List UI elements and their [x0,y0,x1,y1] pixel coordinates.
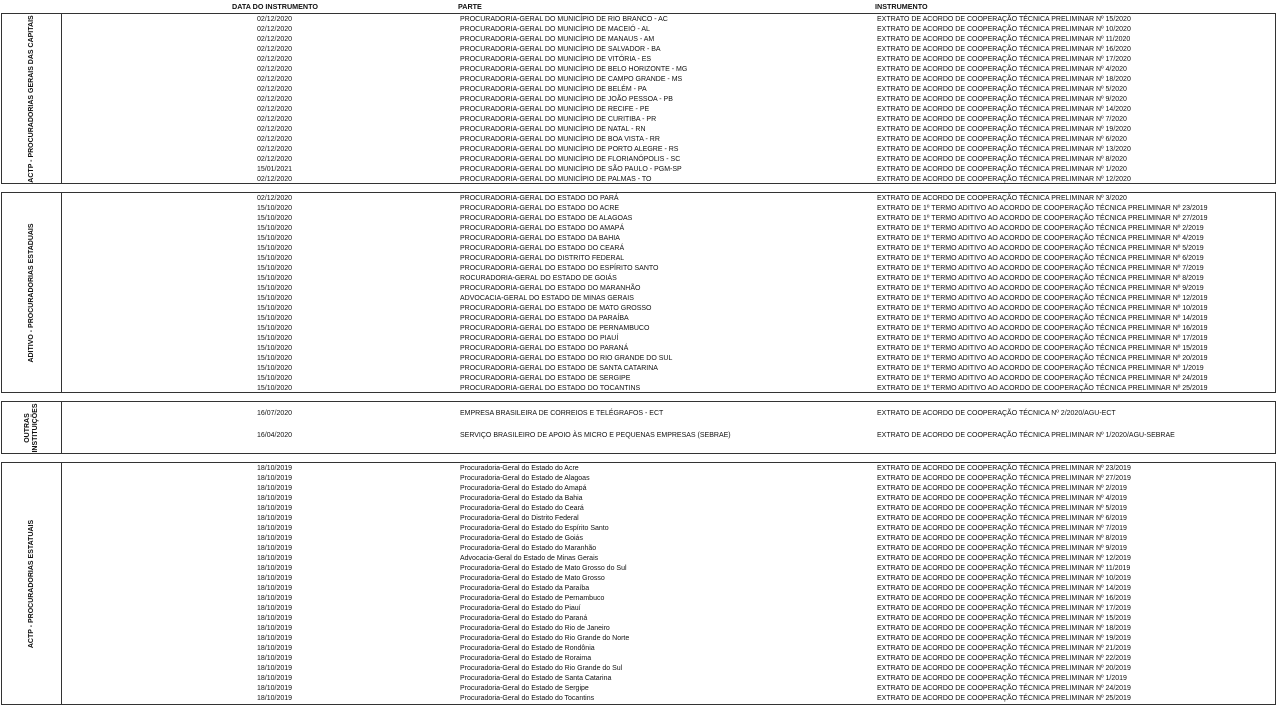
cell-parte: PROCURADORIA-GERAL DO DISTRITO FEDERAL [460,255,625,262]
section-estatuais [1,462,1276,705]
table-row [62,364,1275,374]
cell-date: 18/10/2019 [257,595,293,602]
table-row [62,244,1275,254]
cell-instrumento: EXTRATO DE 1º TERMO ADITIVO AO ACORDO DE COOPERAÇÃO TÉCNICA PRELIMINAR Nº 16/2019 [877,325,1208,332]
cell-instrumento: EXTRATO DE ACORDO DE COOPERAÇÃO TÉCNICA PRELIMINAR Nº 5/2020 [877,86,1127,93]
cell-instrumento: EXTRATO DE ACORDO DE COOPERAÇÃO TÉCNICA PRELIMINAR Nº 25/2019 [877,695,1131,702]
cell-parte: PROCURADORIA-GERAL DO MUNICÍPIO DE MANAUS - AM [460,36,655,43]
cell-parte: PROCURADORIA-GERAL DO MUNICÍPIO DE CAMPO GRANDE - MS [460,76,683,83]
table-row [62,474,1275,484]
table-row [62,125,1275,135]
table-row [62,254,1275,264]
cell-instrumento: EXTRATO DE ACORDO DE COOPERAÇÃO TÉCNICA Nº 2/2020/AGU-ECT [877,410,1116,417]
cell-date: 18/10/2019 [257,555,293,562]
cell-parte: Procuradoria-Geral do Estado do Acre [460,465,579,472]
cell-parte: Procuradoria-Geral do Estado de Mato Grosso do Sul [460,565,627,572]
cell-date: 02/12/2020 [257,96,293,103]
table-row [62,155,1275,165]
rows-aditivo [62,194,1275,393]
table-row [62,564,1275,574]
cell-instrumento: EXTRATO DE 1º TERMO ADITIVO AO ACORDO DE COOPERAÇÃO TÉCNICA PRELIMINAR Nº 27/2019 [877,215,1208,222]
cell-date: 18/10/2019 [257,625,293,632]
cell-parte: PROCURADORIA-GERAL DO MUNICÍPIO DE SÃO PAULO - PGM-SP [460,166,682,173]
cell-date: 02/12/2020 [257,36,293,43]
cell-date: 18/10/2019 [257,695,293,702]
cell-parte: PROCURADORIA-GERAL DO MUNICÍPIO DE BELÉM - PA [460,86,647,93]
cell-date: 18/10/2019 [257,525,293,532]
cell-instrumento: EXTRATO DE 1º TERMO ADITIVO AO ACORDO DE COOPERAÇÃO TÉCNICA PRELIMINAR Nº 7/2019 [877,265,1204,272]
cell-parte: PROCURADORIA-GERAL DO MUNICÍPIO DE SALVADOR - BA [460,46,661,53]
cell-instrumento: EXTRATO DE 1º TERMO ADITIVO AO ACORDO DE COOPERAÇÃO TÉCNICA PRELIMINAR Nº 10/2019 [877,305,1208,312]
cell-instrumento: EXTRATO DE 1º TERMO ADITIVO AO ACORDO DE COOPERAÇÃO TÉCNICA PRELIMINAR Nº 24/2019 [877,375,1208,382]
cell-instrumento: EXTRATO DE ACORDO DE COOPERAÇÃO TÉCNICA PRELIMINAR Nº 16/2020 [877,46,1131,53]
table-row [62,264,1275,274]
section-outras [1,401,1276,454]
cell-parte: Procuradoria-Geral do Estado de Pernambuco [460,595,605,602]
cell-parte: Advocacia-Geral do Estado de Minas Gerais [460,555,599,562]
table-row [62,654,1275,664]
cell-date: 02/12/2020 [257,46,293,53]
cell-instrumento: EXTRATO DE ACORDO DE COOPERAÇÃO TÉCNICA PRELIMINAR Nº 20/2019 [877,665,1131,672]
cell-date: 02/12/2020 [257,136,293,143]
table-row [62,354,1275,364]
table-row [62,234,1275,244]
cell-instrumento: EXTRATO DE ACORDO DE COOPERAÇÃO TÉCNICA PRELIMINAR Nº 8/2019 [877,535,1127,542]
cell-instrumento: EXTRATO DE ACORDO DE COOPERAÇÃO TÉCNICA PRELIMINAR Nº 19/2019 [877,635,1131,642]
cell-parte: PROCURADORIA-GERAL DO MUNICÍPIO DE MACEIÓ - AL [460,26,650,33]
cell-date: 02/12/2020 [257,16,293,23]
table-row [62,544,1275,554]
cell-parte: PROCURADORIA-GERAL DO ESTADO DA BAHIA [460,235,620,242]
cell-instrumento: EXTRATO DE ACORDO DE COOPERAÇÃO TÉCNICA PRELIMINAR Nº 18/2019 [877,625,1131,632]
table-row [62,384,1275,393]
table-row [62,284,1275,294]
table-row [62,504,1275,514]
table-row [62,105,1275,115]
cell-instrumento: EXTRATO DE ACORDO DE COOPERAÇÃO TÉCNICA PRELIMINAR Nº 5/2019 [877,505,1127,512]
cell-parte: Procuradoria-Geral do Estado do Piauí [460,605,581,612]
table-row [62,425,1275,447]
cell-date: 18/10/2019 [257,505,293,512]
table-row [62,494,1275,504]
cell-date: 15/10/2020 [257,305,293,312]
cell-instrumento: EXTRATO DE 1º TERMO ADITIVO AO ACORDO DE COOPERAÇÃO TÉCNICA PRELIMINAR Nº 15/2019 [877,345,1208,352]
table-row [62,214,1275,224]
table-row [62,175,1275,184]
cell-instrumento: EXTRATO DE ACORDO DE COOPERAÇÃO TÉCNICA PRELIMINAR Nº 23/2019 [877,465,1131,472]
cell-parte: Procuradoria-Geral do Estado do Rio de Janeiro [460,625,610,632]
cell-instrumento: EXTRATO DE 1º TERMO ADITIVO AO ACORDO DE COOPERAÇÃO TÉCNICA PRELIMINAR Nº 12/2019 [877,295,1208,302]
cell-date: 16/07/2020 [257,410,293,417]
cell-instrumento: EXTRATO DE ACORDO DE COOPERAÇÃO TÉCNICA PRELIMINAR Nº 4/2020 [877,66,1127,73]
cell-date: 18/10/2019 [257,645,293,652]
cell-parte: PROCURADORIA-GERAL DO ESTADO DE MATO GROSSO [460,305,652,312]
table-row [62,584,1275,594]
cell-parte: PROCURADORIA-GERAL DO MUNICÍPIO DE PORTO ALEGRE - RS [460,146,679,153]
rows-capitais [62,15,1275,184]
table-row [62,75,1275,85]
cell-date: 02/12/2020 [257,195,293,202]
cell-instrumento: EXTRATO DE ACORDO DE COOPERAÇÃO TÉCNICA PRELIMINAR Nº 15/2020 [877,16,1131,23]
cell-parte: PROCURADORIA-GERAL DO ESTADO DO PARÁ [460,195,619,202]
section-label-estatuais: ACTP - PROCURADORIAS ESTATUAIS [2,463,62,704]
cell-date: 02/12/2020 [257,56,293,63]
table-row [62,85,1275,95]
cell-instrumento: EXTRATO DE ACORDO DE COOPERAÇÃO TÉCNICA PRELIMINAR Nº 1/2020/AGU-SEBRAE [877,432,1175,439]
cell-date: 02/12/2020 [257,126,293,133]
cell-date: 02/12/2020 [257,26,293,33]
cell-parte: PROCURADORIA-GERAL DO MUNICÍPIO DE PALMAS - TO [460,176,652,183]
cell-parte: PROCURADORIA-GERAL DO ESTADO DO RIO GRANDE DO SUL [460,355,673,362]
cell-instrumento: EXTRATO DE ACORDO DE COOPERAÇÃO TÉCNICA PRELIMINAR Nº 9/2020 [877,96,1127,103]
table-row [62,204,1275,214]
table-row [62,35,1275,45]
table-row [62,194,1275,204]
cell-parte: PROCURADORIA-GERAL DO MUNICÍPIO DE RECIFE - PE [460,106,650,113]
table-row [62,374,1275,384]
cell-parte: Procuradoria-Geral do Estado do Rio Grande do Sul [460,665,623,672]
cell-parte: Procuradoria-Geral do Estado do Amapá [460,485,587,492]
cell-parte: Procuradoria-Geral do Estado do Ceará [460,505,584,512]
section-label-outras: OUTRAS INSTITUIÇÕES [2,402,62,453]
cell-parte: Procuradoria-Geral do Estado do Maranhão [460,545,597,552]
table-row [62,25,1275,35]
cell-date: 02/12/2020 [257,146,293,153]
cell-date: 18/10/2019 [257,475,293,482]
cell-instrumento: EXTRATO DE 1º TERMO ADITIVO AO ACORDO DE COOPERAÇÃO TÉCNICA PRELIMINAR Nº 6/2019 [877,255,1204,262]
cell-date: 15/10/2020 [257,275,293,282]
cell-parte: Procuradoria-Geral do Estado do Paraná [460,615,588,622]
cell-date: 18/10/2019 [257,605,293,612]
cell-instrumento: EXTRATO DE ACORDO DE COOPERAÇÃO TÉCNICA PRELIMINAR Nº 17/2019 [877,605,1131,612]
cell-date: 15/10/2020 [257,255,293,262]
table-row [62,644,1275,654]
cell-parte: PROCURADORIA-GERAL DO ESTADO DO PIAUÍ [460,335,619,342]
cell-parte: SERVIÇO BRASILEIRO DE APOIO ÀS MICRO E PEQUENAS EMPRESAS (SEBRAE) [460,432,731,439]
section-label-aditivo: ADITIVO - PROCURADORIAS ESTADUAIS [2,193,62,392]
cell-date: 15/10/2020 [257,205,293,212]
cell-parte: PROCURADORIA-GERAL DO ESTADO DO ESPÍRITO SANTO [460,265,659,272]
cell-date: 18/10/2019 [257,485,293,492]
cell-parte: PROCURADORIA-GERAL DO ESTADO DO PARANÁ [460,345,629,352]
cell-instrumento: EXTRATO DE 1º TERMO ADITIVO AO ACORDO DE COOPERAÇÃO TÉCNICA PRELIMINAR Nº 20/2019 [877,355,1208,362]
table-row [62,344,1275,354]
cell-instrumento: EXTRATO DE ACORDO DE COOPERAÇÃO TÉCNICA PRELIMINAR Nº 16/2019 [877,595,1131,602]
cell-date: 02/12/2020 [257,106,293,113]
column-headers [0,2,1280,12]
cell-date: 02/12/2020 [257,156,293,163]
cell-date: 18/10/2019 [257,685,293,692]
table-row [62,484,1275,494]
table-row [62,674,1275,684]
table-row [62,624,1275,634]
cell-parte: PROCURADORIA-GERAL DO ESTADO DA PARAÍBA [460,315,629,322]
cell-parte: PROCURADORIA-GERAL DO MUNICÍPIO DE JOÃO PESSOA - PB [460,96,673,103]
cell-parte: Procuradoria-Geral do Distrito Federal [460,515,579,522]
cell-parte: Procuradoria-Geral do Estado da Paraíba [460,585,590,592]
table-row [62,115,1275,125]
header-parte: PARTE [458,2,482,11]
cell-parte: PROCURADORIA-GERAL DO MUNICÍPIO DE NATAL - RN [460,126,646,133]
cell-date: 18/10/2019 [257,495,293,502]
cell-parte: Procuradoria-Geral do Estado de Mato Grosso [460,575,605,582]
cell-date: 15/10/2020 [257,285,293,292]
cell-parte: PROCURADORIA-GERAL DO ESTADO DO AMAPÁ [460,225,625,232]
cell-date: 18/10/2019 [257,655,293,662]
cell-instrumento: EXTRATO DE ACORDO DE COOPERAÇÃO TÉCNICA PRELIMINAR Nº 14/2019 [877,585,1131,592]
cell-instrumento: EXTRATO DE ACORDO DE COOPERAÇÃO TÉCNICA PRELIMINAR Nº 15/2019 [877,615,1131,622]
cell-parte: EMPRESA BRASILEIRA DE CORREIOS E TELÉGRAFOS - ECT [460,410,664,417]
cell-date: 02/12/2020 [257,176,293,183]
cell-date: 18/10/2019 [257,465,293,472]
cell-parte: PROCURADORIA-GERAL DO MUNICÍPIO DE CURITIBA - PR [460,116,657,123]
table-row [62,594,1275,604]
table-row [62,55,1275,65]
section-aditivo [1,192,1276,393]
table-row [62,694,1275,704]
cell-date: 02/12/2020 [257,86,293,93]
table-row [62,403,1275,425]
table-row [62,574,1275,584]
cell-date: 18/10/2019 [257,575,293,582]
cell-parte: PROCURADORIA-GERAL DO MUNICÍPIO DE VITÓRIA - ES [460,56,652,63]
cell-parte: PROCURADORIA-GERAL DO ESTADO DO ACRE [460,205,620,212]
cell-date: 15/10/2020 [257,225,293,232]
cell-parte: Procuradoria-Geral do Estado do Rio Grande do Norte [460,635,630,642]
section-capitais [1,13,1276,184]
table-row [62,274,1275,284]
table-row [62,534,1275,544]
cell-date: 15/10/2020 [257,235,293,242]
table-row [62,45,1275,55]
cell-instrumento: EXTRATO DE ACORDO DE COOPERAÇÃO TÉCNICA PRELIMINAR Nº 6/2020 [877,136,1127,143]
cell-instrumento: EXTRATO DE ACORDO DE COOPERAÇÃO TÉCNICA PRELIMINAR Nº 2/2019 [877,485,1127,492]
cell-date: 15/10/2020 [257,345,293,352]
cell-instrumento: EXTRATO DE ACORDO DE COOPERAÇÃO TÉCNICA PRELIMINAR Nº 3/2020 [877,195,1127,202]
cell-parte: Procuradoria-Geral do Estado do Tocantins [460,695,595,702]
cell-instrumento: EXTRATO DE ACORDO DE COOPERAÇÃO TÉCNICA PRELIMINAR Nº 18/2020 [877,76,1131,83]
cell-parte: PROCURADORIA-GERAL DO MUNICÍPIO DE FLORIANÓPOLIS - SC [460,156,681,163]
cell-instrumento: EXTRATO DE ACORDO DE COOPERAÇÃO TÉCNICA PRELIMINAR Nº 22/2019 [877,655,1131,662]
cell-instrumento: EXTRATO DE ACORDO DE COOPERAÇÃO TÉCNICA PRELIMINAR Nº 9/2019 [877,545,1127,552]
table-row [62,135,1275,145]
cell-parte: PROCURADORIA-GERAL DO ESTADO DO TOCANTINS [460,385,641,392]
table-row [62,464,1275,474]
cell-instrumento: EXTRATO DE 1º TERMO ADITIVO AO ACORDO DE COOPERAÇÃO TÉCNICA PRELIMINAR Nº 2/2019 [877,225,1204,232]
cell-instrumento: EXTRATO DE ACORDO DE COOPERAÇÃO TÉCNICA PRELIMINAR Nº 19/2020 [877,126,1131,133]
cell-parte: Procuradoria-Geral do Estado de Rondônia [460,645,595,652]
table-row [62,15,1275,25]
cell-parte: ROCURADORIA-GERAL DO ESTADO DE GOIÁS [460,275,617,282]
cell-date: 15/01/2021 [257,166,293,173]
table-row [62,684,1275,694]
cell-instrumento: EXTRATO DE ACORDO DE COOPERAÇÃO TÉCNICA PRELIMINAR Nº 14/2020 [877,106,1131,113]
cell-date: 18/10/2019 [257,565,293,572]
table-row [62,524,1275,534]
cell-instrumento: EXTRATO DE ACORDO DE COOPERAÇÃO TÉCNICA PRELIMINAR Nº 12/2020 [877,176,1131,183]
cell-date: 15/10/2020 [257,245,293,252]
cell-date: 18/10/2019 [257,615,293,622]
cell-parte: PROCURADORIA-GERAL DO ESTADO DO MARANHÃO [460,285,641,292]
rows-estatuais [62,464,1275,704]
header-instrumento: INSTRUMENTO [875,2,928,11]
cell-instrumento: EXTRATO DE ACORDO DE COOPERAÇÃO TÉCNICA PRELIMINAR Nº 11/2019 [877,565,1131,572]
cell-instrumento: EXTRATO DE ACORDO DE COOPERAÇÃO TÉCNICA PRELIMINAR Nº 11/2020 [877,36,1131,43]
cell-instrumento: EXTRATO DE ACORDO DE COOPERAÇÃO TÉCNICA PRELIMINAR Nº 1/2020 [877,166,1127,173]
table-row [62,604,1275,614]
cell-parte: PROCURADORIA-GERAL DO ESTADO DE SANTA CATARINA [460,365,658,372]
table-row [62,634,1275,644]
cell-instrumento: EXTRATO DE 1º TERMO ADITIVO AO ACORDO DE COOPERAÇÃO TÉCNICA PRELIMINAR Nº 4/2019 [877,235,1204,242]
cell-parte: PROCURADORIA-GERAL DO ESTADO DE SERGIPE [460,375,631,382]
cell-date: 15/10/2020 [257,335,293,342]
cell-parte: PROCURADORIA-GERAL DO MUNICÍPIO DE RIO BRANCO - AC [460,16,668,23]
cell-instrumento: EXTRATO DE 1º TERMO ADITIVO AO ACORDO DE COOPERAÇÃO TÉCNICA PRELIMINAR Nº 17/2019 [877,335,1208,342]
cell-date: 18/10/2019 [257,665,293,672]
cell-date: 18/10/2019 [257,515,293,522]
cell-instrumento: EXTRATO DE ACORDO DE COOPERAÇÃO TÉCNICA PRELIMINAR Nº 4/2019 [877,495,1127,502]
table-row [62,294,1275,304]
cell-parte: PROCURADORIA-GERAL DO ESTADO DE PERNAMBUCO [460,325,650,332]
table-row [62,95,1275,105]
cell-instrumento: EXTRATO DE 1º TERMO ADITIVO AO ACORDO DE COOPERAÇÃO TÉCNICA PRELIMINAR Nº 5/2019 [877,245,1204,252]
cell-date: 15/10/2020 [257,315,293,322]
table-row [62,65,1275,75]
cell-instrumento: EXTRATO DE 1º TERMO ADITIVO AO ACORDO DE COOPERAÇÃO TÉCNICA PRELIMINAR Nº 25/2019 [877,385,1208,392]
cell-parte: Procuradoria-Geral do Estado de Roraima [460,655,592,662]
table-row [62,304,1275,314]
cell-instrumento: EXTRATO DE ACORDO DE COOPERAÇÃO TÉCNICA PRELIMINAR Nº 12/2019 [877,555,1131,562]
table-row [62,664,1275,674]
cell-instrumento: EXTRATO DE ACORDO DE COOPERAÇÃO TÉCNICA PRELIMINAR Nº 8/2020 [877,156,1127,163]
cell-parte: Procuradoria-Geral do Estado de Sergipe [460,685,589,692]
cell-date: 15/10/2020 [257,355,293,362]
cell-instrumento: EXTRATO DE 1º TERMO ADITIVO AO ACORDO DE COOPERAÇÃO TÉCNICA PRELIMINAR Nº 14/2019 [877,315,1208,322]
cell-parte: PROCURADORIA-GERAL DO ESTADO DO CEARÁ [460,245,625,252]
cell-instrumento: EXTRATO DE ACORDO DE COOPERAÇÃO TÉCNICA PRELIMINAR Nº 1/2019 [877,675,1127,682]
header-date: DATA DO INSTRUMENTO [232,2,318,11]
cell-instrumento: EXTRATO DE 1º TERMO ADITIVO AO ACORDO DE COOPERAÇÃO TÉCNICA PRELIMINAR Nº 23/2019 [877,205,1208,212]
cell-parte: Procuradoria-Geral do Estado da Bahia [460,495,583,502]
cell-instrumento: EXTRATO DE ACORDO DE COOPERAÇÃO TÉCNICA PRELIMINAR Nº 27/2019 [877,475,1131,482]
cell-instrumento: EXTRATO DE 1º TERMO ADITIVO AO ACORDO DE COOPERAÇÃO TÉCNICA PRELIMINAR Nº 9/2019 [877,285,1204,292]
cell-date: 15/10/2020 [257,215,293,222]
cell-instrumento: EXTRATO DE ACORDO DE COOPERAÇÃO TÉCNICA PRELIMINAR Nº 21/2019 [877,645,1131,652]
table-row [62,554,1275,564]
cell-instrumento: EXTRATO DE ACORDO DE COOPERAÇÃO TÉCNICA PRELIMINAR Nº 17/2020 [877,56,1131,63]
cell-date: 16/04/2020 [257,432,293,439]
cell-parte: Procuradoria-Geral do Estado de Alagoas [460,475,590,482]
cell-instrumento: EXTRATO DE ACORDO DE COOPERAÇÃO TÉCNICA PRELIMINAR Nº 13/2020 [877,146,1131,153]
table-row [62,614,1275,624]
table-row [62,145,1275,155]
cell-instrumento: EXTRATO DE ACORDO DE COOPERAÇÃO TÉCNICA PRELIMINAR Nº 7/2020 [877,116,1127,123]
cell-parte: PROCURADORIA-GERAL DO MUNICÍPIO DE BELO HORIZONTE - MG [460,66,688,73]
cell-parte: ADVOCACIA-GERAL DO ESTADO DE MINAS GERAIS [460,295,634,302]
cell-date: 15/10/2020 [257,375,293,382]
cell-date: 02/12/2020 [257,76,293,83]
cell-date: 18/10/2019 [257,635,293,642]
cell-instrumento: EXTRATO DE ACORDO DE COOPERAÇÃO TÉCNICA PRELIMINAR Nº 24/2019 [877,685,1131,692]
table-row [62,165,1275,175]
cell-parte: PROCURADORIA-GERAL DO ESTADO DE ALAGOAS [460,215,633,222]
cell-parte: PROCURADORIA-GERAL DO MUNICÍPIO DE BOA VISTA - RR [460,136,660,143]
cell-date: 02/12/2020 [257,116,293,123]
cell-date: 15/10/2020 [257,265,293,272]
cell-instrumento: EXTRATO DE 1º TERMO ADITIVO AO ACORDO DE COOPERAÇÃO TÉCNICA PRELIMINAR Nº 8/2019 [877,275,1204,282]
cell-parte: Procuradoria-Geral do Estado de Santa Catarina [460,675,612,682]
cell-instrumento: EXTRATO DE ACORDO DE COOPERAÇÃO TÉCNICA PRELIMINAR Nº 7/2019 [877,525,1127,532]
cell-date: 18/10/2019 [257,585,293,592]
cell-instrumento: EXTRATO DE ACORDO DE COOPERAÇÃO TÉCNICA PRELIMINAR Nº 10/2020 [877,26,1131,33]
rows-outras [62,403,1275,447]
cell-date: 02/12/2020 [257,66,293,73]
table-row [62,514,1275,524]
table-row [62,224,1275,234]
section-label-capitais: ACTP - PROCURADORIAS GERAIS DAS CAPITAIS [2,14,62,183]
cell-date: 15/10/2020 [257,385,293,392]
table-row [62,324,1275,334]
cell-date: 15/10/2020 [257,365,293,372]
cell-date: 18/10/2019 [257,535,293,542]
cell-parte: Procuradoria-Geral do Estado do Espírito Santo [460,525,609,532]
cell-instrumento: EXTRATO DE ACORDO DE COOPERAÇÃO TÉCNICA PRELIMINAR Nº 6/2019 [877,515,1127,522]
cell-date: 15/10/2020 [257,325,293,332]
table-row [62,334,1275,344]
table-row [62,314,1275,324]
cell-date: 18/10/2019 [257,675,293,682]
cell-date: 15/10/2020 [257,295,293,302]
cell-instrumento: EXTRATO DE ACORDO DE COOPERAÇÃO TÉCNICA PRELIMINAR Nº 10/2019 [877,575,1131,582]
cell-parte: Procuradoria-Geral do Estado de Goiás [460,535,583,542]
cell-date: 18/10/2019 [257,545,293,552]
cell-instrumento: EXTRATO DE 1º TERMO ADITIVO AO ACORDO DE COOPERAÇÃO TÉCNICA PRELIMINAR Nº 1/2019 [877,365,1204,372]
